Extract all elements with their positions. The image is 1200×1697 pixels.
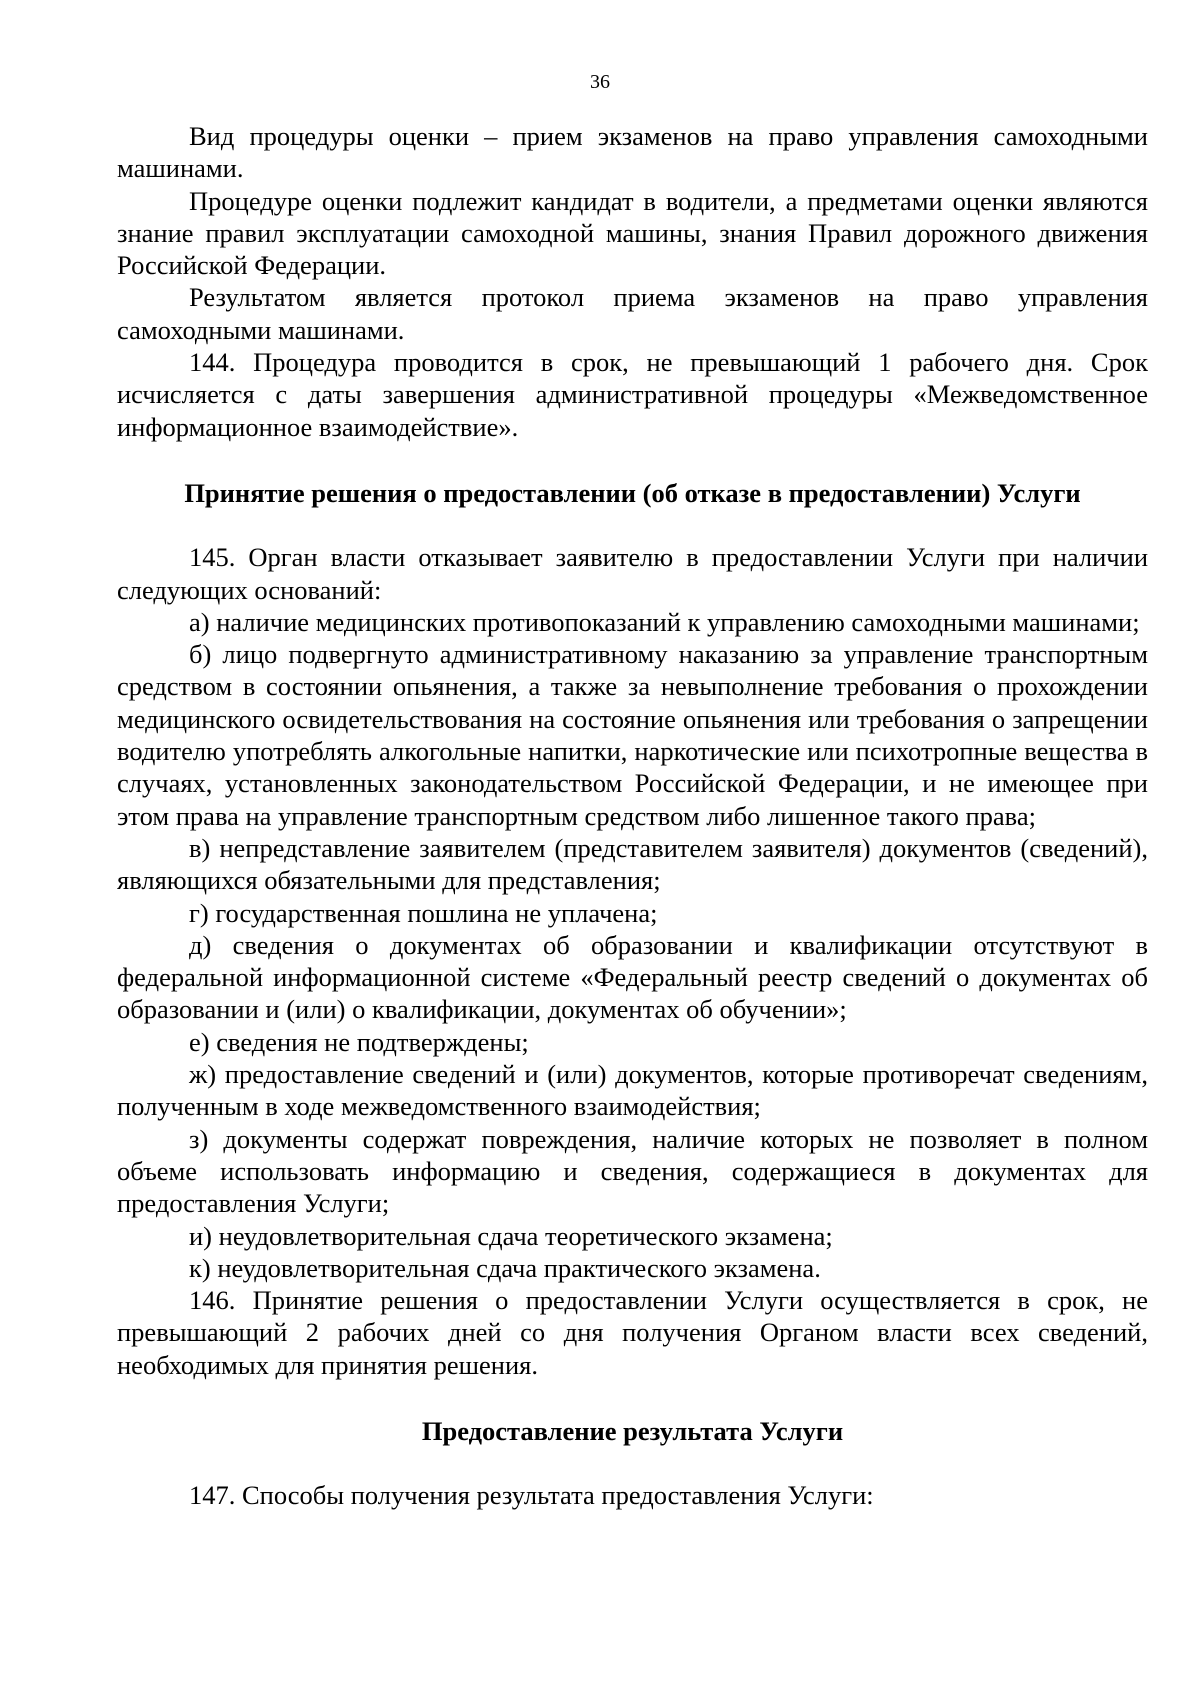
paragraph-146: 146. Принятие решения о предоставлении Услуги осуществляется в срок, не превышающий 2 рабочих дней со дня получения Органом власти всех сведений, необходимых для принятия решения. <box>117 1285 1148 1380</box>
paragraph-procedure-type: Вид процедуры оценки – прием экзаменов на право управления самоходными машинами. <box>117 121 1148 184</box>
list-item-a: а) наличие медицинских противопоказаний к управлению самоходными машинами; <box>189 606 1140 637</box>
list-item-g: г) государственная пошлина не уплачена; <box>189 897 658 928</box>
paragraph-result-protocol: Результатом является протокол приема экзаменов на право управления самоходными машинами. <box>117 282 1148 345</box>
list-item-d: д) сведения о документах об образовании и квалификации отсутствуют в федеральной информационной системе «Федеральный реестр сведений о документах об образовании и (или) о квалификации, документах об обучении»; <box>117 929 1148 1025</box>
document-body <box>117 120 1148 1512</box>
paragraph-147: 147. Способы получения результата предоставления Услуги: <box>189 1480 874 1511</box>
page-number: 36 <box>590 71 610 93</box>
section-heading-result: Предоставление результата Услуги <box>421 1415 844 1446</box>
paragraph-144: 144. Процедура проводится в срок, не превышающий 1 рабочего дня. Срок исчисляется с даты завершения административной процедуры «Межведомственное информационное взаимодействие». <box>117 347 1148 442</box>
list-item-zh: ж) предоставление сведений и (или) документов, которые противоречат сведениям, полученным в ходе межведомственного взаимодействия; <box>117 1059 1148 1122</box>
section-heading-decision: Принятие решения о предоставлении (об отказе в предоставлении) Услуги <box>184 477 1081 508</box>
list-item-z: з) документы содержат повреждения, наличие которых не позволяет в полном объеме использовать информацию и сведения, содержащиеся в документах для предоставления Услуги; <box>117 1123 1148 1219</box>
list-item-k: к) неудовлетворительная сдача практического экзамена. <box>189 1252 821 1283</box>
paragraph-assessment-subject: Процедуре оценки подлежит кандидат в водители, а предметами оценки являются знание правил эксплуатации самоходной машины, знания Правил дорожного движения Российской Федерации. <box>117 185 1148 281</box>
paragraph-145: 145. Орган власти отказывает заявителю в предоставлении Услуги при наличии следующих оснований: <box>117 542 1148 605</box>
list-item-v: в) непредставление заявителем (представителем заявителя) документов (сведений), являющихся обязательными для представления; <box>117 832 1148 896</box>
list-item-e: е) сведения не подтверждены; <box>189 1026 529 1057</box>
list-item-i: и) неудовлетворительная сдача теоретического экзамена; <box>189 1220 833 1251</box>
list-item-b: б) лицо подвергнуто административному наказанию за управление транспортным средством в состоянии опьянения, а также за невыполнение требования о прохождении медицинского освидетельствования на состояние опьянения или требования о запрещении водителю употреблять алкогольные напитки, наркотические или психотропные вещества в случаях, установленных законодательством Российской Федерации, и не имеющее при этом права на управление транспортным средством либо лишенное такого права; <box>117 639 1148 831</box>
